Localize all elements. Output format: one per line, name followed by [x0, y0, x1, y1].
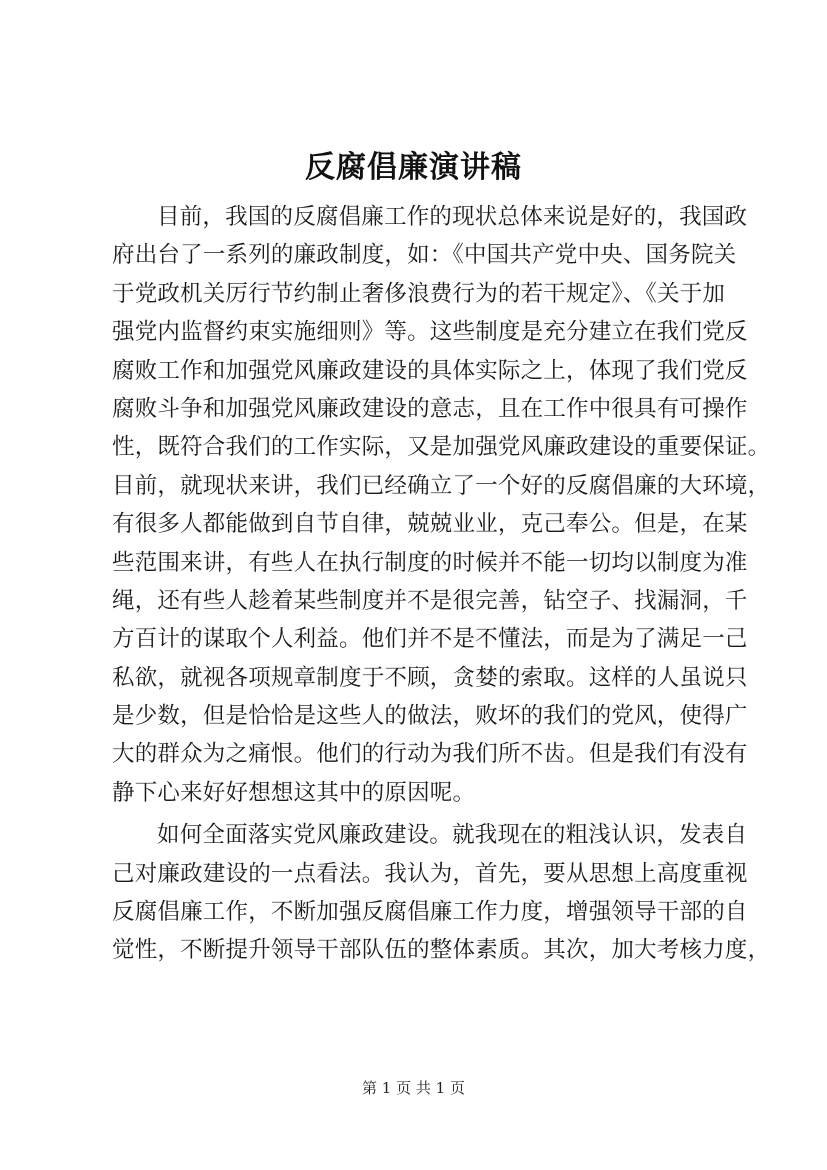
paragraph-line: 腐败斗争和加强党风廉政建设的意志，且在工作中很具有可操作: [112, 395, 748, 422]
paragraph-line: 强党内监督约束实施细则》等。这些制度是充分建立在我们党反: [112, 319, 748, 346]
paragraph-line: 私欲，就视各项规章制度于不顾，贪婪的索取。这样的人虽说只: [112, 664, 748, 691]
paragraph-line: 是少数，但是恰恰是这些人的做法，败坏的我们的党风，使得广: [112, 703, 748, 730]
paragraph-line: 性，既符合我们的工作实际，又是加强党风廉政建设的重要保证。: [112, 434, 771, 461]
paragraph-1: [112, 198, 771, 812]
paragraph-2: [112, 816, 771, 970]
paragraph-line: 腐败工作和加强党风廉政建设的具体实际之上，体现了我们党反: [112, 357, 748, 384]
paragraph-line: 觉性，不断提升领导干部队伍的整体素质。其次，加大考核力度，: [112, 937, 771, 964]
paragraph-line: 方百计的谋取个人利益。他们并不是不懂法，而是为了满足一己: [112, 626, 748, 653]
paragraph-line: 大的群众为之痛恨。他们的行动为我们所不齿。但是我们有没有: [112, 741, 748, 768]
paragraph-line: 如何全面落实党风廉政建设。就我现在的粗浅认识，发表自: [157, 822, 748, 849]
document-title: 反腐倡廉演讲稿: [305, 150, 522, 185]
paragraph-line: 静下心来好好想想这其中的原因呢。: [112, 779, 476, 806]
paragraph-line: 目前，就现状来讲，我们已经确立了一个好的反腐倡廉的大环境，: [112, 472, 771, 499]
paragraph-line: 己对廉政建设的一点看法。我认为，首先，要从思想上高度重视: [112, 860, 748, 887]
page-footer: 第 1 页 共 1 页: [362, 1079, 465, 1097]
paragraph-line: 目前，我国的反腐倡廉工作的现状总体来说是好的，我国政: [157, 204, 748, 230]
paragraph-line: 反腐倡廉工作，不断加强反腐倡廉工作力度，增强领导干部的自: [112, 899, 748, 926]
paragraph-line: 绳，还有些人趁着某些制度并不是很完善，钻空子、找漏洞，千: [112, 587, 748, 614]
paragraph-line: 有很多人都能做到自节自律，兢兢业业，克己奉公。但是，在某: [112, 511, 748, 538]
document-body: [112, 198, 771, 970]
paragraph-line: 府出台了一系列的廉政制度，如：《中国共产党中央、国务院关: [112, 242, 737, 269]
paragraph-line: 于党政机关厉行节约制止奢侈浪费行为的若干规定》、《关于加: [112, 280, 726, 307]
paragraph-line: 些范围来讲，有些人在执行制度的时候并不能一切均以制度为准: [112, 549, 748, 576]
